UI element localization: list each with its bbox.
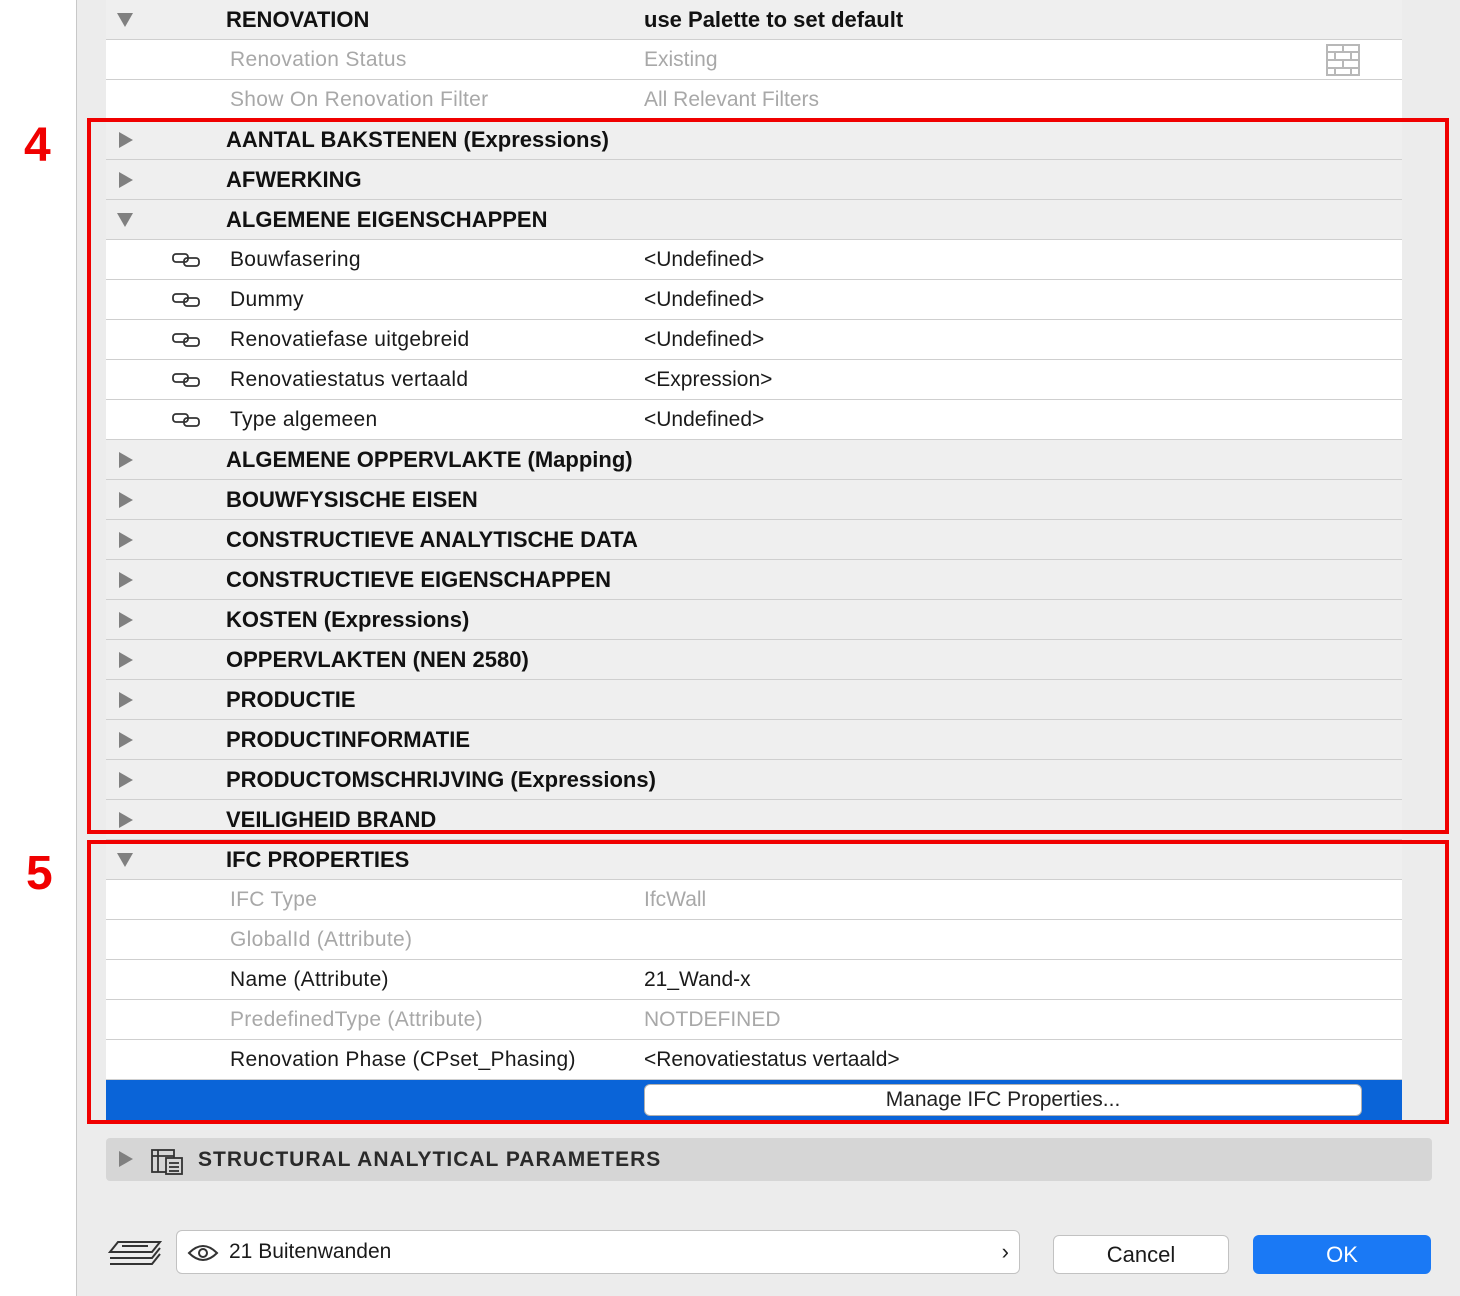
group-label: ALGEMENE EIGENSCHAPPEN xyxy=(226,207,548,232)
property-name: IFC Type xyxy=(230,888,318,911)
group-label: CONSTRUCTIEVE ANALYTISCHE DATA xyxy=(226,527,638,552)
ok-button[interactable]: OK xyxy=(1253,1235,1431,1274)
property-value[interactable]: <Undefined> xyxy=(644,328,765,351)
property-name: Dummy xyxy=(230,288,304,311)
property-name: Renovation Phase (CPset_Phasing) xyxy=(230,1048,576,1071)
structural-analysis-icon xyxy=(150,1146,184,1176)
manage-ifc-properties-button[interactable]: Manage IFC Properties... xyxy=(644,1084,1362,1116)
property-name: Renovatiestatus vertaald xyxy=(230,368,469,391)
property-value: NOTDEFINED xyxy=(644,1008,781,1031)
property-name: Name (Attribute) xyxy=(230,968,389,991)
property-name: Renovation Status xyxy=(230,48,407,71)
property-value[interactable]: <Undefined> xyxy=(644,288,765,311)
group-label: VEILIGHEID BRAND xyxy=(226,807,437,832)
annotation-box-5 xyxy=(87,840,1449,1124)
group-label: ALGEMENE OPPERVLAKTE (Mapping) xyxy=(226,447,633,472)
annotation-marker-4: 4 xyxy=(24,119,51,172)
property-name: Type algemeen xyxy=(230,408,378,431)
group-label: OPPERVLAKTEN (NEN 2580) xyxy=(226,647,529,672)
panel-label: STRUCTURAL ANALYTICAL PARAMETERS xyxy=(198,1148,662,1171)
group-renovation[interactable] xyxy=(106,0,1402,40)
group-label: BOUWFYSISCHE EISEN xyxy=(226,487,478,512)
group-label: AANTAL BAKSTENEN (Expressions) xyxy=(226,127,610,152)
layers-icon xyxy=(108,1238,162,1270)
group-label: PRODUCTIE xyxy=(226,687,356,712)
annotation-marker-5: 5 xyxy=(26,847,53,900)
brick-wall-icon xyxy=(1326,44,1360,76)
chevron-right-icon: › xyxy=(1001,1239,1009,1264)
property-name: PredefinedType (Attribute) xyxy=(230,1008,483,1031)
property-value[interactable]: <Expression> xyxy=(644,368,773,391)
expand-triangle-icon[interactable] xyxy=(117,13,133,27)
group-label: CONSTRUCTIEVE EIGENSCHAPPEN xyxy=(226,567,612,592)
property-value: Existing xyxy=(644,48,718,71)
property-value: IfcWall xyxy=(644,888,707,911)
group-label: PRODUCTOMSCHRIJVING (Expressions) xyxy=(226,767,656,792)
property-name: Bouwfasering xyxy=(230,248,361,271)
property-row-show-on-renovation-filter[interactable] xyxy=(106,80,1402,120)
property-name: Renovatiefase uitgebreid xyxy=(230,328,470,351)
group-label: AFWERKING xyxy=(226,167,362,192)
property-value[interactable]: <Undefined> xyxy=(644,248,765,271)
property-row-renovation-status[interactable] xyxy=(106,40,1402,80)
property-value[interactable]: <Renovatiestatus vertaald> xyxy=(644,1048,900,1071)
property-name: Show On Renovation Filter xyxy=(230,88,489,111)
group-value: use Palette to set default xyxy=(644,7,904,32)
layer-name: 21 Buitenwanden xyxy=(229,1240,392,1263)
collapse-triangle-icon[interactable] xyxy=(119,1151,133,1167)
group-label: KOSTEN (Expressions) xyxy=(226,607,470,632)
property-value: All Relevant Filters xyxy=(644,88,820,111)
group-label: IFC PROPERTIES xyxy=(226,847,410,872)
eye-icon xyxy=(187,1243,219,1263)
cancel-button[interactable]: Cancel xyxy=(1053,1235,1229,1274)
property-value[interactable]: <Undefined> xyxy=(644,408,765,431)
group-label: PRODUCTINFORMATIE xyxy=(226,727,471,752)
panel-structural-analytical-parameters[interactable] xyxy=(106,1138,1432,1181)
annotation-box-4 xyxy=(87,118,1449,834)
property-name: GlobalId (Attribute) xyxy=(230,928,413,951)
group-label: RENOVATION xyxy=(226,7,370,32)
property-value[interactable]: 21_Wand-x xyxy=(644,968,751,991)
layer-selector[interactable] xyxy=(176,1230,1020,1274)
